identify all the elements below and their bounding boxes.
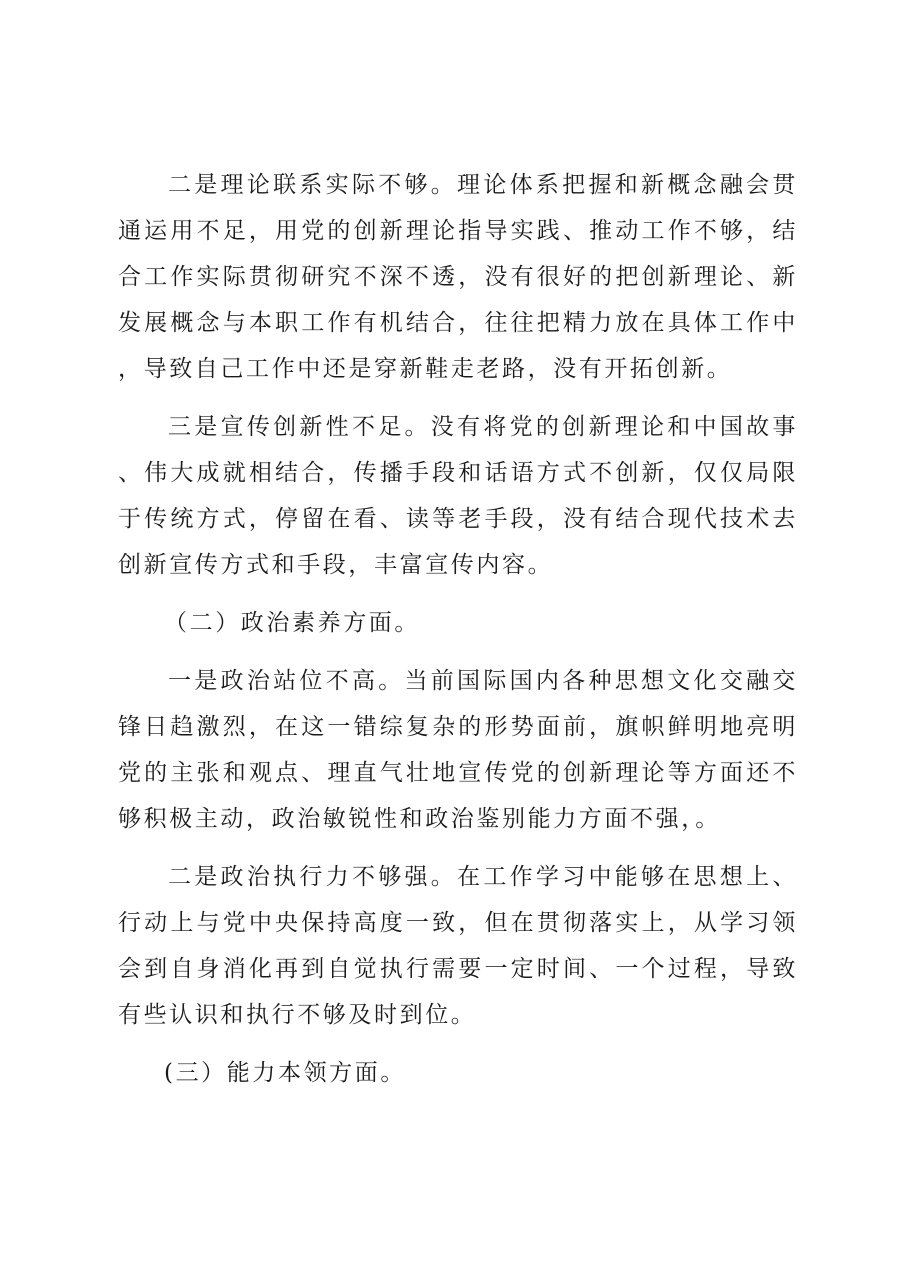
paragraph-theory-practice: 二是理论联系实际不够。理论体系把握和新概念融会贯通运用不足，用党的创新理论指导实践、推动工作不够，结合工作实际贯彻研究不深不透，没有很好的把创新理论、新发展概念与本职工作有机结合，往往把精力放在具体工作中，导致自己工作中还是穿新鞋走老路，没有开拓创新。 xyxy=(118,172,798,382)
paragraph-political-stance: 一是政治站位不高。当前国际国内各种思想文化交融交锋日趋激烈，在这一错综复杂的形势面前，旗帜鲜明地亮明党的主张和观点、理直气壮地宣传党的创新理论等方面还不够积极主动，政治敏锐性和政治鉴别能力方面不强，。 xyxy=(118,668,798,832)
section-heading-ability: (三）能力本领方面。 xyxy=(164,1060,406,1086)
paragraph-political-execution: 二是政治执行力不够强。在工作学习中能够在思想上、行动上与党中央保持高度一致，但在贯彻落实上，从学习领会到自身消化再到自觉执行需要一定时间、一个过程，导致有些认识和执行不够及时到位。 xyxy=(118,864,798,1028)
section-heading-political-quality: （二）政治素养方面。 xyxy=(164,610,420,636)
document-body xyxy=(118,162,798,1108)
paragraph-publicity-innovation: 三是宣传创新性不足。没有将党的创新理论和中国故事、伟大成就相结合，传播手段和话语方式不创新，仅仅局限于传统方式，停留在看、读等老手段，没有结合现代技术去创新宣传方式和手段，丰富宣传内容。 xyxy=(118,414,798,578)
